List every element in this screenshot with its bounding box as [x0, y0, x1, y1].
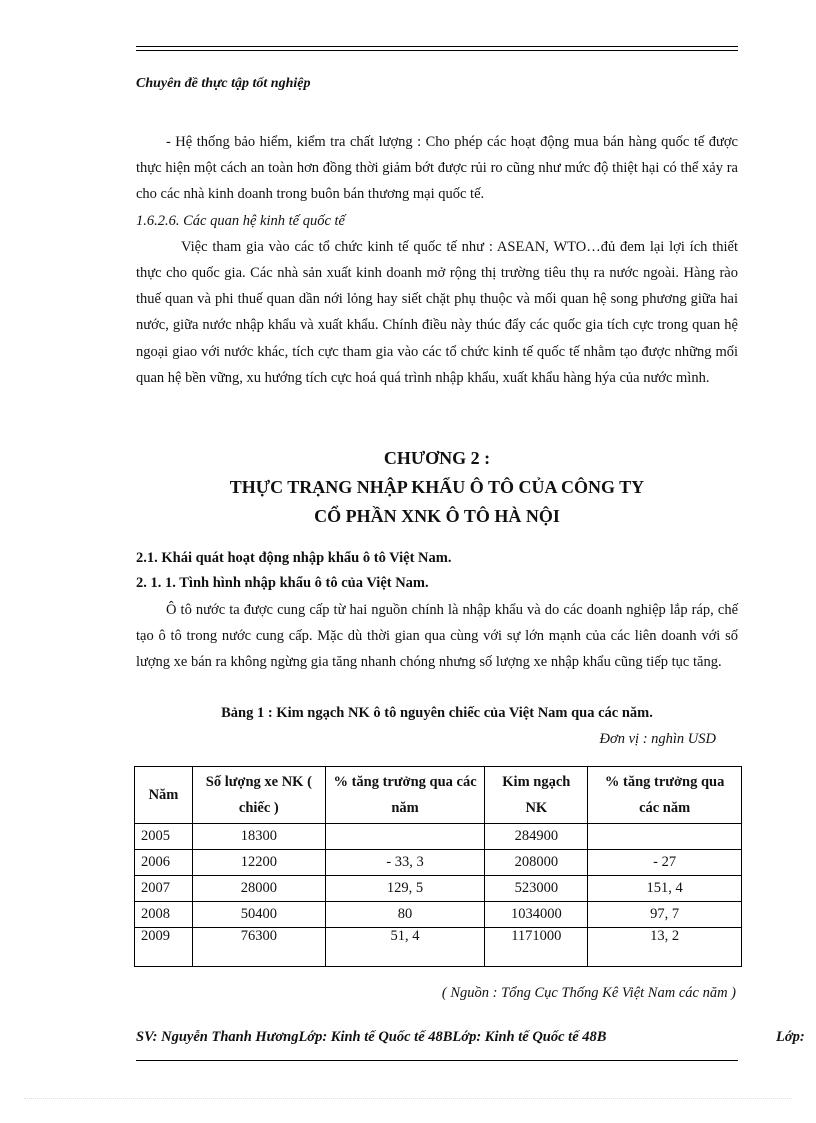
paragraph-car-sources	[136, 597, 738, 676]
table-cell: - 27	[588, 850, 742, 876]
table-row	[135, 824, 742, 850]
table-cell: 80	[325, 902, 485, 928]
chapter-title	[136, 444, 738, 531]
table-cell: 284900	[485, 824, 588, 850]
table-cell: 18300	[192, 824, 325, 850]
body-text	[136, 129, 738, 391]
import-table	[134, 766, 742, 967]
table-cell: 2005	[135, 824, 193, 850]
table-cell: 2009	[135, 928, 193, 967]
header-cell: % tăng trưởng qua các năm	[325, 767, 485, 824]
table-cell: 28000	[192, 876, 325, 902]
paragraph-international-relations: Việc tham gia vào các tổ chức kinh tế quốc tế như : ASEAN, WTO…đủ đem lại lợi ích thiết thực cho quốc gia. Các nhà sản xuất kinh doanh mở rộng thị trường tiêu thụ ra nước ngoài. Hàng rào thuế quan và phi thuế quan dần nới lỏng hay siết chặt phụ thuộc và mối quan hệ song phương giữa hai nước, giữa nước nhập khẩu và xuất khẩu. Chính điều này thúc đẩy các quốc gia tích cực trong quan hệ ngoại giao với nước khác, tích cực tham gia vào các tổ chức kinh tế quốc tế nhằm tạo được những mối quan hệ bền vững, xu hướng tích cực hoá quá trình nhập khẩu, xuất khẩu hàng hýa của nước mình.	[136, 238, 738, 386]
header-cell: Kim ngạch NK	[485, 767, 588, 824]
table-cell	[588, 824, 742, 850]
top-rule	[136, 46, 738, 51]
paragraph-insurance: - Hệ thống bảo hiểm, kiểm tra chất lượng : Cho phép các hoạt động mua bán hàng quốc tế được thực hiện một cách an toàn hơn đồng thời giảm bớt được rủi ro cũng như mức độ thiệt hại có thể xảy ra cho các nhà kinh doanh trong buôn bán thương mại quốc tế.	[136, 134, 738, 203]
section-heading-2-1-1: 2. 1. 1. Tình hình nhập khẩu ô tô của Việt Nam.	[136, 575, 429, 591]
paragraph-car-sources-text: Ô tô nước ta được cung cấp từ hai nguồn chính là nhập khẩu và do các doanh nghiệp lắp ráp, chế tạo ô tô trong nước cung cấp. Mặc dù thời gian qua cùng với sự lớn mạnh của các liên doanh với số lượng xe bán ra không ngừng gia tăng nhanh chóng nhưng số lượng xe nhập khẩu cũng tiếp tục tăng.	[136, 602, 738, 671]
table-cell: 151, 4	[588, 876, 742, 902]
table-unit: Đơn vị : nghìn USD	[599, 731, 716, 747]
footer-student: SV: Nguyễn Thanh HươngLớp: Kinh tế Quốc tế 48BLớp: Kinh tế Quốc tế 48B	[136, 1029, 607, 1045]
header-cell: Số lượng xe NK ( chiếc )	[192, 767, 325, 824]
table-cell: 51, 4	[325, 928, 485, 967]
table-cell: 129, 5	[325, 876, 485, 902]
chapter-title-line-2: CỔ PHẦN XNK Ô TÔ HÀ NỘI	[314, 506, 560, 526]
table-cell: - 33, 3	[325, 850, 485, 876]
header-cell: Năm	[135, 767, 193, 824]
table-cell: 13, 2	[588, 928, 742, 967]
table-cell: 523000	[485, 876, 588, 902]
page-header: Chuyên đề thực tập tốt nghiệp	[136, 76, 311, 91]
table-header-row	[135, 767, 742, 824]
chapter-title-line-1: THỰC TRẠNG NHẬP KHẨU Ô TÔ CỦA CÔNG TY	[229, 477, 645, 497]
page-footer	[136, 1029, 816, 1046]
table-cell: 1034000	[485, 902, 588, 928]
header-cell: % tăng trưởng qua các năm	[588, 767, 742, 824]
table-cell: 2007	[135, 876, 193, 902]
footer-class: Lớp:	[776, 1029, 805, 1045]
table-cell: 76300	[192, 928, 325, 967]
table-source: ( Nguồn : Tổng Cục Thống Kê Việt Nam các năm )	[441, 985, 736, 1001]
table-caption: Bảng 1 : Kim ngạch NK ô tô nguyên chiếc của Việt Nam qua các năm.	[221, 705, 653, 721]
table-cell: 1171000	[485, 928, 588, 967]
table-row	[135, 902, 742, 928]
table-row	[135, 850, 742, 876]
section-heading-1626: 1.6.2.6. Các quan hệ kinh tế quốc tế	[136, 212, 345, 229]
table-cell: 2006	[135, 850, 193, 876]
table-cell	[325, 824, 485, 850]
chapter-number: CHƯƠNG 2 :	[383, 448, 491, 468]
table-cell: 2008	[135, 902, 193, 928]
bottom-rule	[136, 1060, 738, 1061]
table-row	[135, 928, 742, 967]
table-cell: 12200	[192, 850, 325, 876]
table-cell: 208000	[485, 850, 588, 876]
table-cell: 97, 7	[588, 902, 742, 928]
page-edge	[24, 1098, 792, 1099]
table-cell: 50400	[192, 902, 325, 928]
section-heading-2-1: 2.1. Khái quát hoạt động nhập khẩu ô tô Việt Nam.	[136, 550, 452, 566]
table-row	[135, 876, 742, 902]
